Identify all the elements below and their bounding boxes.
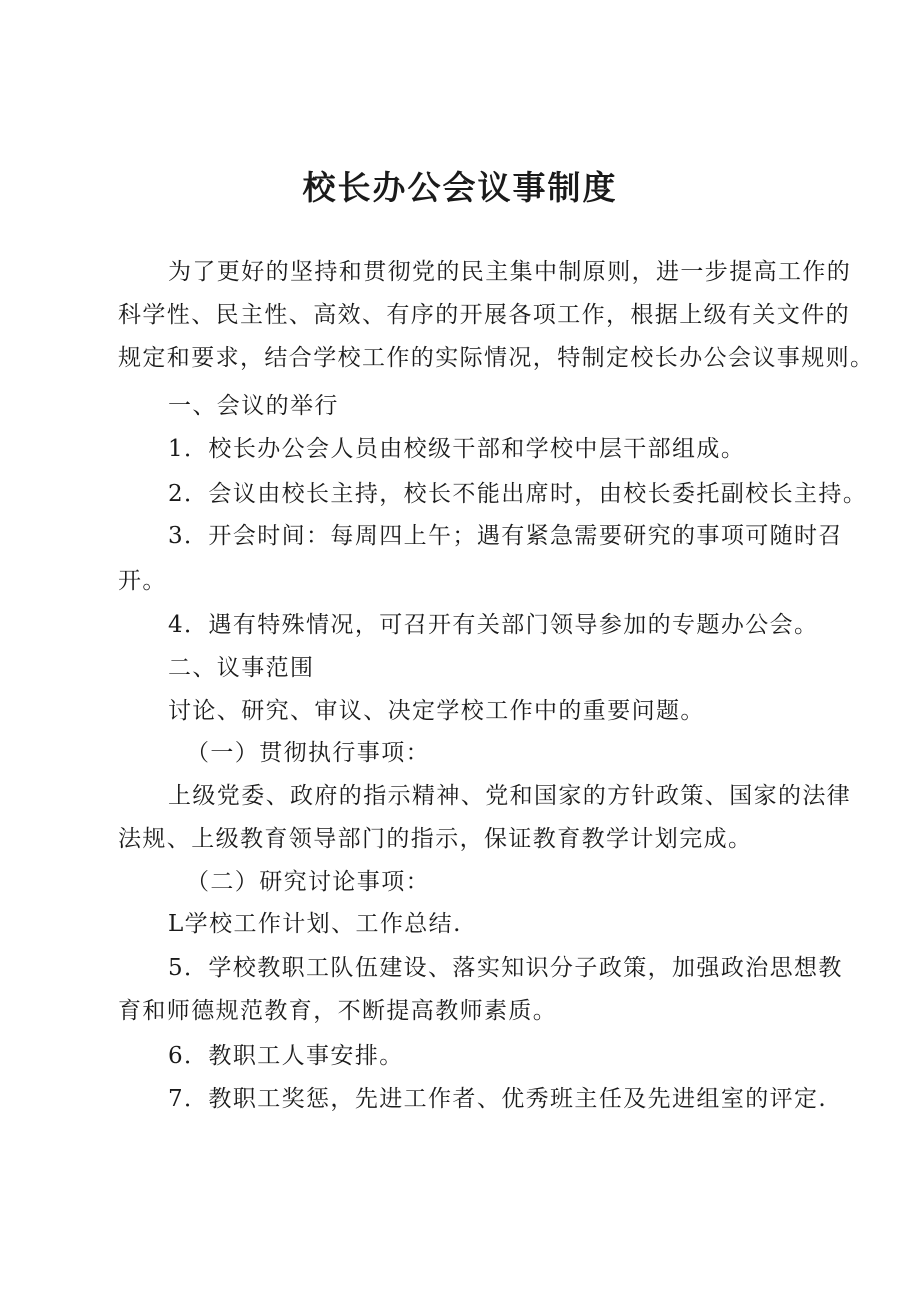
- section-heading: 二、议事范围: [168, 655, 315, 681]
- paragraph-line: 2．会议由校长主持，校长不能出席时，由校长委托副校长主持。: [168, 481, 868, 507]
- paragraph-line: 为了更好的坚持和贯彻党的民主集中制原则，进一步提高工作的: [168, 259, 852, 285]
- paragraph-line: 1．校长办公会人员由校级干部和学校中层干部组成。: [168, 436, 746, 462]
- paragraph-line: 科学性、民主性、高效、有序的开展各项工作，根据上级有关文件的: [118, 302, 850, 328]
- paragraph-line: 6．教职工人事安排。: [168, 1043, 404, 1069]
- paragraph-line: 讨论、研究、审议、决定学校工作中的重要问题。: [168, 698, 705, 724]
- document-title: 校长办公会议事制度: [302, 168, 618, 207]
- paragraph-line: 3．开会时间：每周四上午；遇有紧急需要研究的事项可随时召: [168, 523, 843, 549]
- paragraph-line: 7．教职工奖惩，先进工作者、优秀班主任及先进组室的评定.: [168, 1086, 828, 1112]
- section-heading: 一、会议的举行: [168, 393, 339, 419]
- paragraph-line: 上级党委、政府的指示精神、党和国家的方针政策、国家的法律: [168, 783, 852, 809]
- paragraph-line: 开。: [118, 568, 167, 594]
- paragraph-line: 规定和要求，结合学校工作的实际情况，特制定校长办公会议事规则。: [118, 345, 875, 371]
- subsection-heading: （二）研究讨论事项：: [186, 869, 430, 895]
- paragraph-line: 5．学校教职工队伍建设、落实知识分子政策，加强政治思想教: [168, 955, 843, 981]
- paragraph-line: 4．遇有特殊情况，可召开有关部门领导参加的专题办公会。: [168, 612, 819, 638]
- paragraph-line: L学校工作计划、工作总结.: [168, 911, 462, 937]
- paragraph-line: 育和师德规范教育，不断提高教师素质。: [118, 998, 558, 1024]
- subsection-heading: （一）贯彻执行事项：: [186, 740, 430, 766]
- paragraph-line: 法规、上级教育领导部门的指示，保证教育教学计划完成。: [118, 826, 753, 852]
